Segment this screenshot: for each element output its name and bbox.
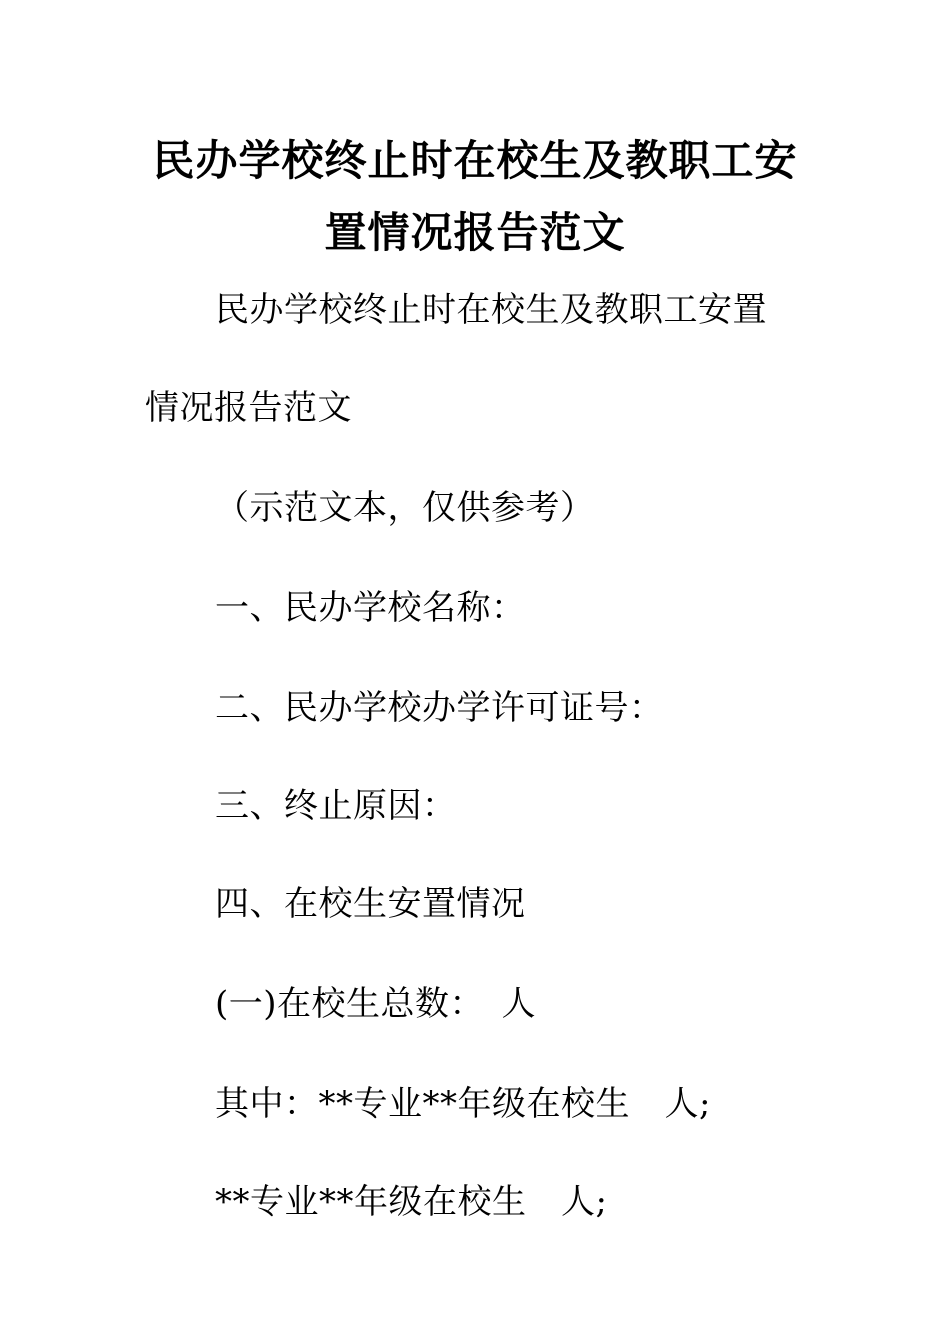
- section-student-placement: 四、在校生安置情况: [215, 884, 526, 924]
- intro-text-line-1: 民办学校终止时在校生及教职工安置: [215, 290, 767, 330]
- student-detail-line-2: **专业**年级在校生 人;: [215, 1182, 608, 1222]
- section-school-name: 一、民办学校名称：: [215, 588, 526, 628]
- intro-text-line-2: 情况报告范文: [145, 388, 352, 428]
- student-detail-line-1: 其中：**专业**年级在校生 人;: [215, 1084, 711, 1124]
- document-title-line-1: 民办学校终止时在校生及教职工安: [152, 136, 798, 185]
- section-license-number: 二、民办学校办学许可证号：: [215, 688, 664, 728]
- document-title-line-2: 置情况报告范文: [324, 208, 626, 257]
- section-termination-reason: 三、终止原因：: [215, 786, 457, 826]
- sample-note: （示范文本，仅供参考）: [215, 488, 595, 528]
- subsection-total-students: (一)在校生总数： 人: [215, 984, 537, 1024]
